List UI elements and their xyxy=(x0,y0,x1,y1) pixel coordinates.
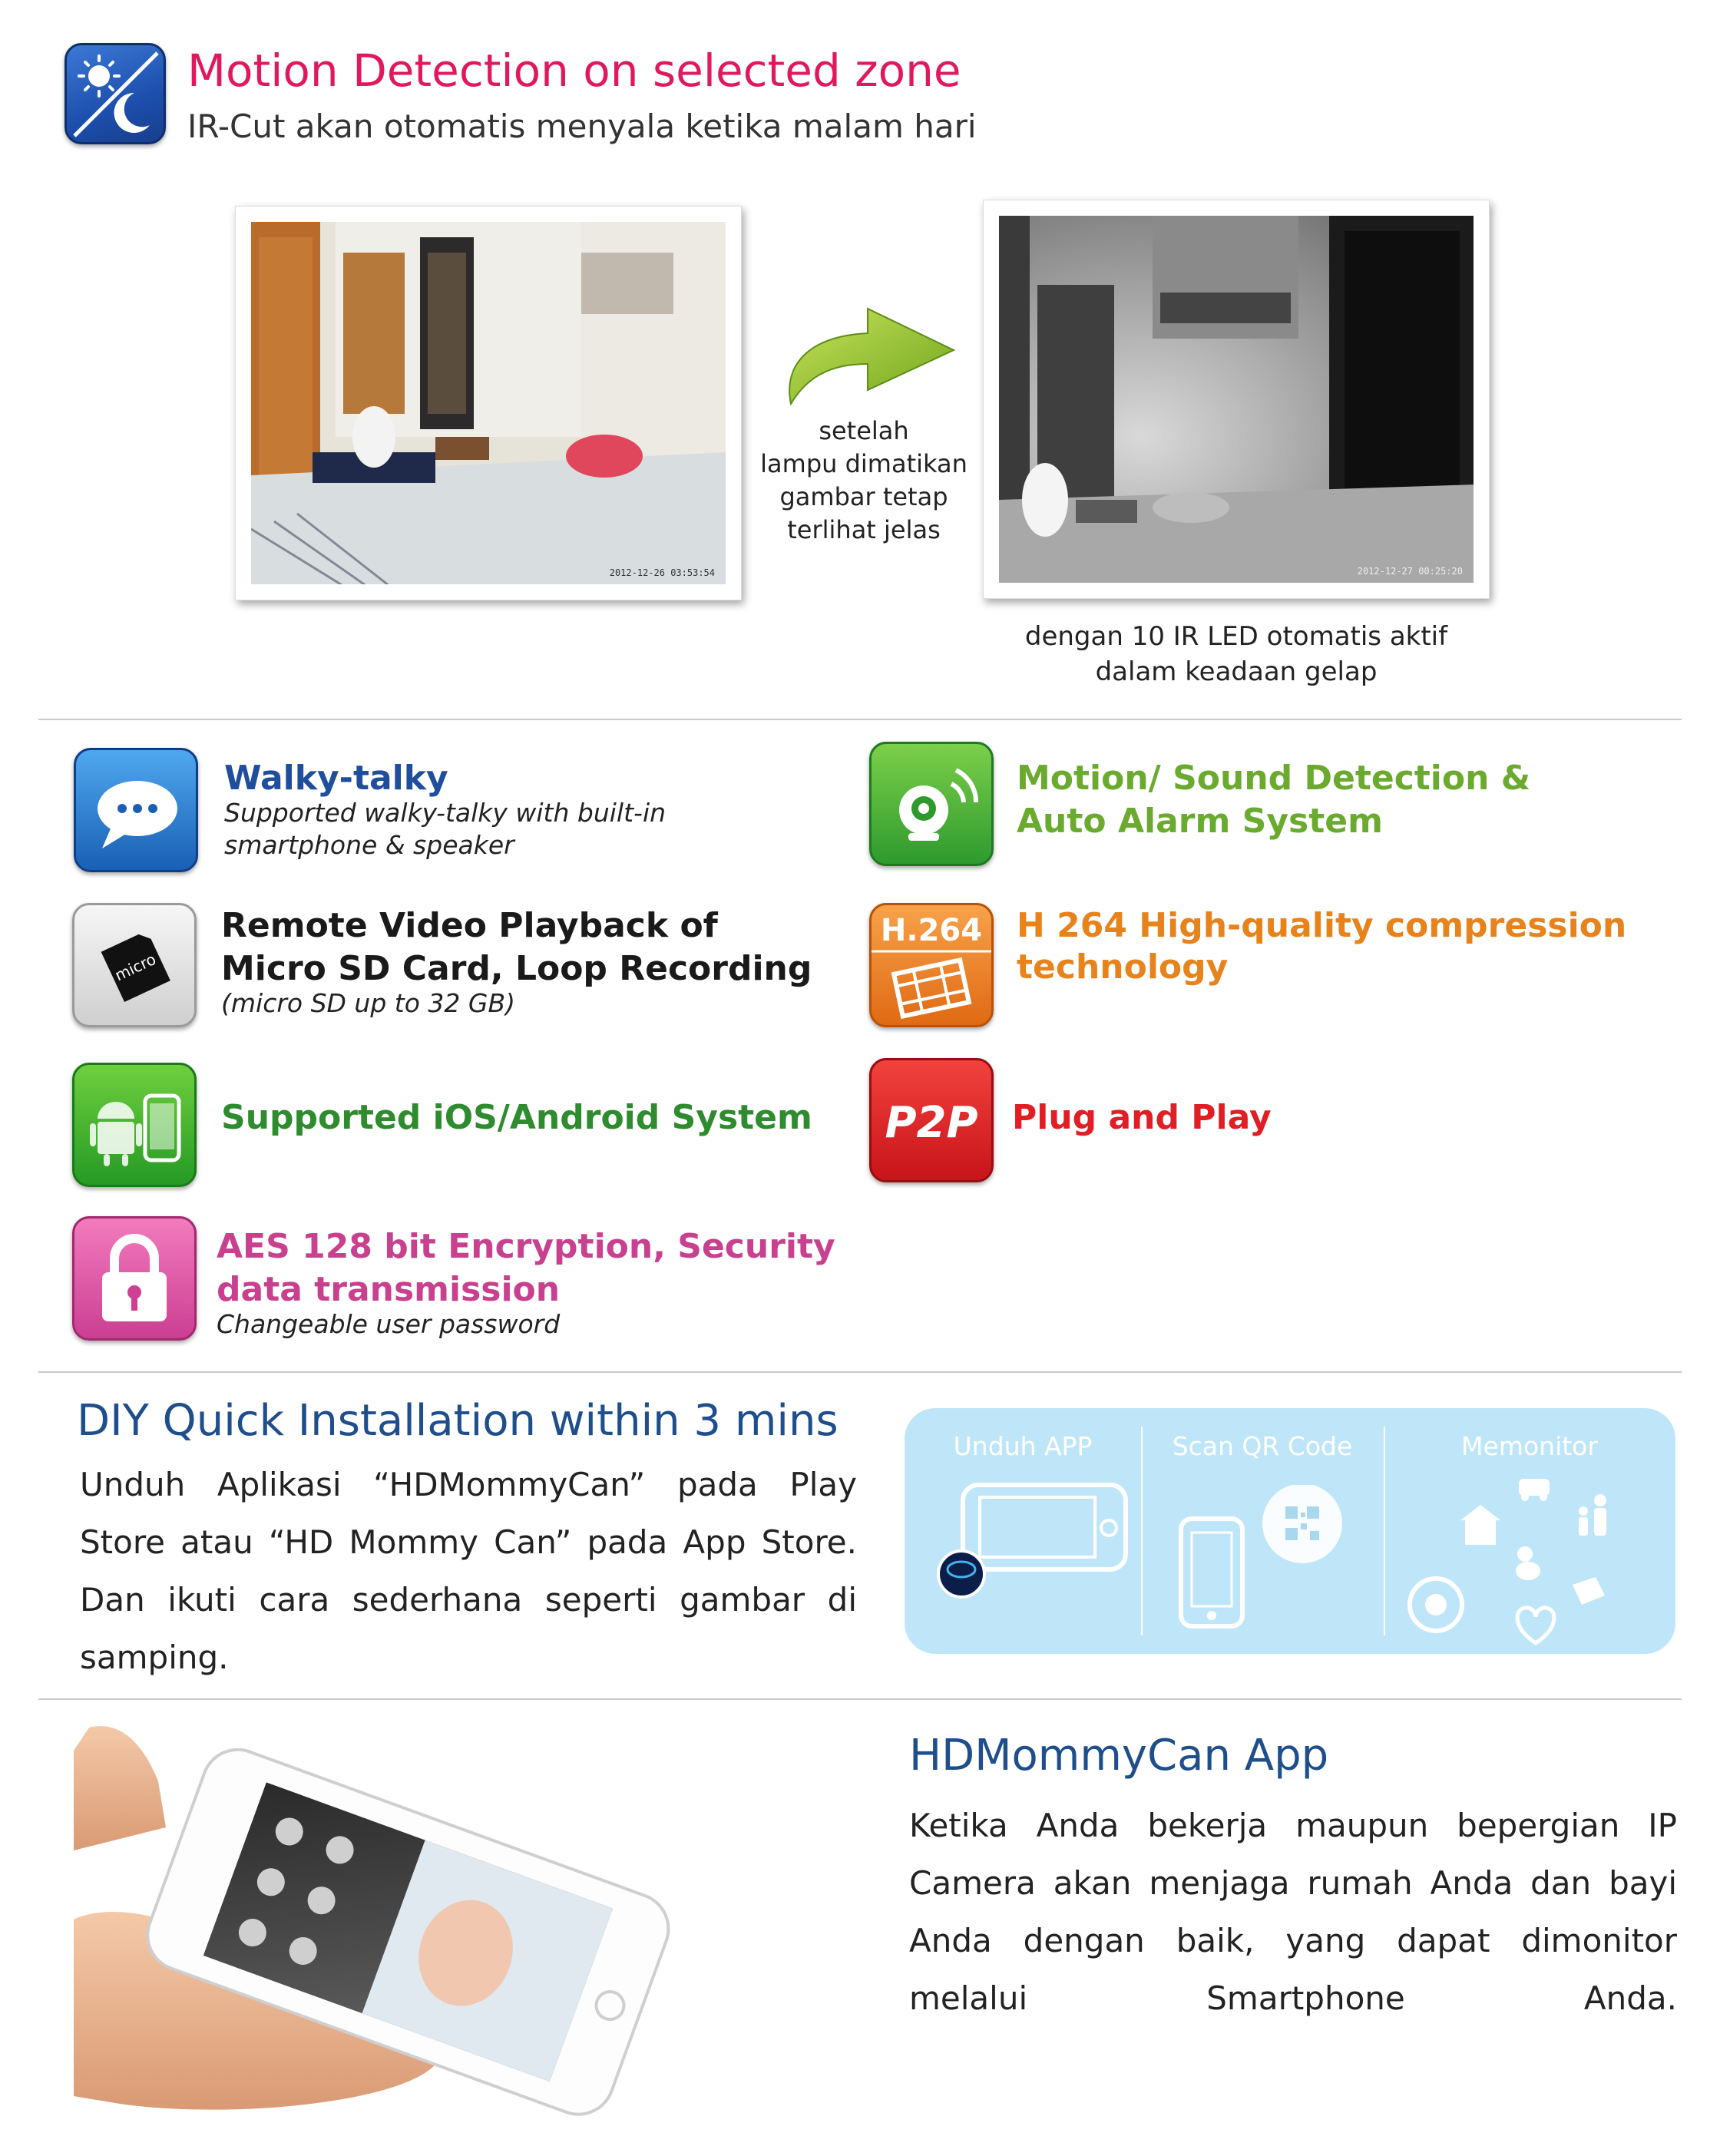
svg-text:micro: micro xyxy=(111,949,159,985)
motion-sound-title-1: Motion/ Sound Detection & xyxy=(1017,759,1531,798)
playback-title-1: Remote Video Playback of xyxy=(221,906,718,945)
p2p-icon xyxy=(869,1058,994,1182)
sd-card-icon xyxy=(72,903,197,1027)
svg-text:H.264: H.264 xyxy=(880,913,983,948)
day-night-icon xyxy=(64,43,166,144)
walky-sub-2: smartphone & speaker xyxy=(224,830,514,860)
divider xyxy=(38,719,1682,720)
install-steps-panel xyxy=(905,1408,1675,1654)
android-ios-icon xyxy=(72,1063,197,1187)
diy-title: DIY Quick Installation within 3 mins xyxy=(77,1396,838,1446)
h264-video-icon xyxy=(869,903,994,1027)
playback-title-2: Micro SD Card, Loop Recording xyxy=(221,949,812,988)
phone-landscape-icon xyxy=(935,1474,1135,1628)
svg-text:P2P: P2P xyxy=(885,1098,978,1148)
arrow-icon xyxy=(776,290,960,405)
h264-title-2: technology xyxy=(1017,947,1229,987)
motion-sound-title-2: Auto Alarm System xyxy=(1017,802,1383,841)
night-caption: dengan 10 IR LED otomatis aktif dalam keadaan gelap xyxy=(1024,621,1448,687)
padlock-icon xyxy=(72,1216,197,1341)
aes-title-2: data transmission xyxy=(217,1270,561,1309)
step-download-label: Unduh APP xyxy=(953,1431,1093,1461)
chat-bubble-icon xyxy=(74,748,198,872)
hand-holding-phone-image xyxy=(74,1720,734,2119)
night-camera-photo: 2012-12-27 00:25:20 xyxy=(983,200,1490,599)
motion-title: Motion Detection on selected zone xyxy=(187,45,961,97)
monitor-icons xyxy=(1404,1470,1665,1646)
aes-title-1: AES 128 bit Encryption, Security xyxy=(217,1227,835,1266)
ios-android-title: Supported iOS/Android System xyxy=(221,1098,812,1137)
divider xyxy=(38,1371,1682,1373)
playback-sub: (micro SD up to 32 GB) xyxy=(221,988,515,1018)
app-title: HDMommyCan App xyxy=(909,1731,1329,1781)
arrow-caption: setelah lampu dimatikan gambar tetap terlihat jelas xyxy=(760,416,968,544)
walky-title: Walky-talky xyxy=(224,759,448,798)
walky-sub-1: Supported walky-talky with built-in xyxy=(224,798,666,828)
plug-and-play-title: Plug and Play xyxy=(1012,1098,1272,1137)
h264-title-1: H 264 High-quality compression xyxy=(1017,906,1627,945)
divider xyxy=(38,1698,1682,1700)
app-body: Ketika Anda bekerja maupun bepergian IP Camera akan menjaga rumah Anda dan bayi Anda dengan baik, yang dapat dimonitor melalui Smartphone Anda. xyxy=(909,1807,1677,2017)
step-monitor-label: Memonitor xyxy=(1461,1431,1598,1461)
camera-alarm-icon xyxy=(869,742,994,866)
motion-subtitle: IR-Cut akan otomatis menyala ketika malam hari xyxy=(187,107,977,145)
qr-scan-icon xyxy=(1158,1485,1373,1638)
step-scan-label: Scan QR Code xyxy=(1172,1431,1353,1461)
aes-sub: Changeable user password xyxy=(217,1309,561,1339)
day-camera-photo: 2012-12-26 03:53:54 xyxy=(235,206,742,600)
diy-body: Unduh Aplikasi “HDMommyCan” pada Play Store atau “HD Mommy Can” pada App Store. Dan ikuti cara sederhana seperti gambar di samping. xyxy=(80,1466,857,1676)
